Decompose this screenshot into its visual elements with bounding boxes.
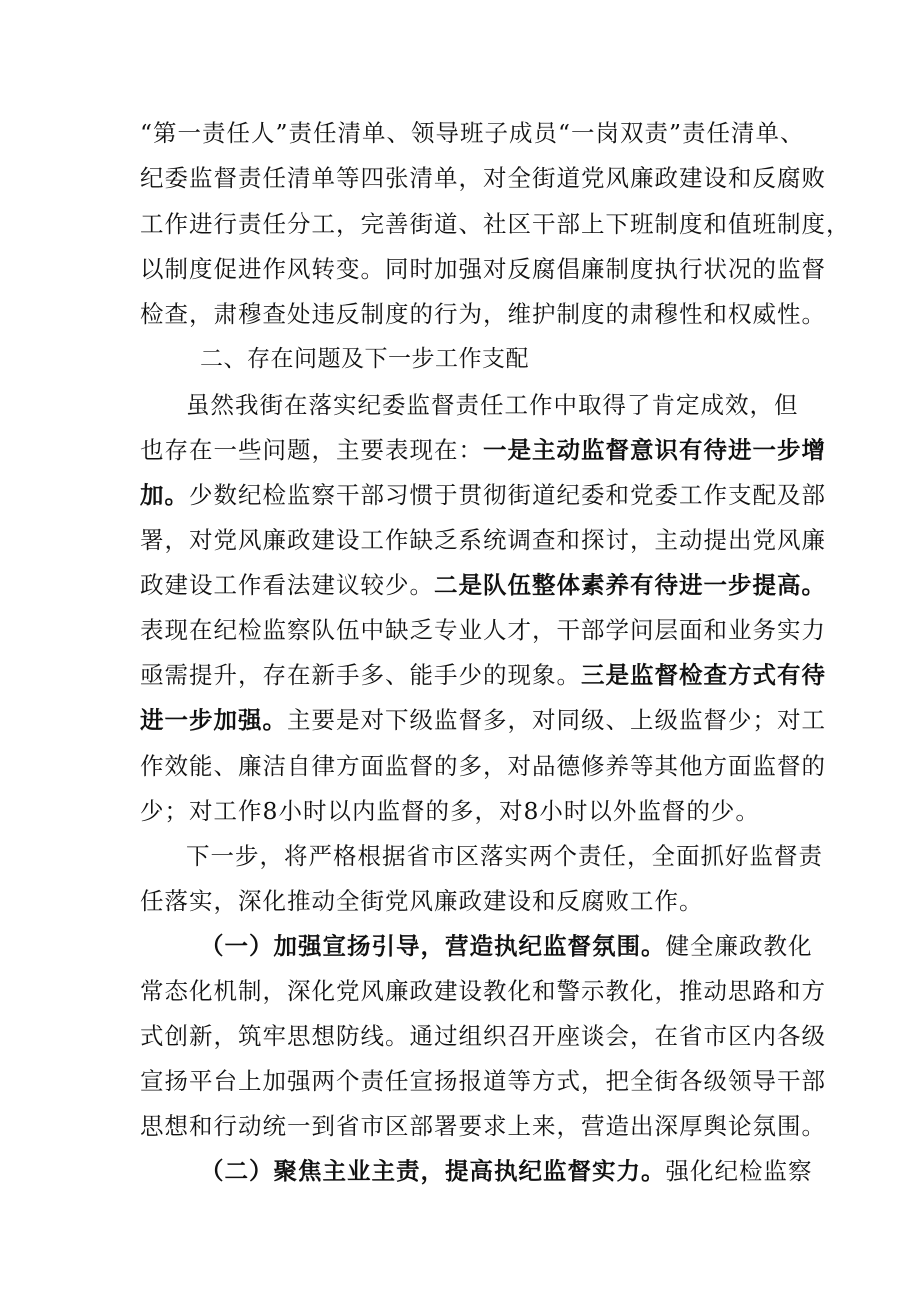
body-text-line — [140, 435, 826, 465]
body-text-line: 以制度促进作风转变。同时加强对反腐倡廉制度执行状况的监督 — [140, 255, 826, 283]
body-text-segment: 健全廉政教化 — [665, 932, 813, 960]
body-text-line — [200, 931, 813, 961]
body-text-line — [140, 480, 826, 510]
body-text-line: “第一责任人”责任清单、领导班子成员“一岗双责”责任清单、 — [140, 119, 805, 147]
body-text-line: 任落实，深化推动全街党风廉政建设和反腐败工作。 — [140, 887, 704, 915]
body-text-line — [140, 570, 826, 600]
body-text-line — [140, 705, 826, 735]
body-text-line: 式创新，筑牢思想防线。通过组织召开座谈会，在省市区内各级 — [140, 1022, 826, 1050]
section-heading: 二、存在问题及下一步工作支配 — [200, 346, 529, 372]
body-text-segment: 少数纪检监察干部习惯于贯彻街道纪委和党委工作支配及部 — [189, 481, 826, 509]
body-text-line: 工作进行责任分工，完善街道、社区干部上下班制度和值班制度， — [140, 210, 851, 238]
body-text-segment: 政建设工作看法建议较少。 — [140, 571, 434, 599]
body-text-line: 表现在纪检监察队伍中缺乏专业人才，干部学问层面和业务实力 — [140, 616, 826, 644]
body-text-segment: 也存在一些问题，主要表现在： — [140, 436, 483, 464]
body-text-line: 思想和行动统一到省市区部署要求上来，营造出深厚舆论氛围。 — [140, 1112, 826, 1140]
bold-point-title: 一是主动监督意识有待进一步增 — [483, 436, 826, 464]
bold-subheading: （一）加强宣扬引导，营造执纪监督氛围。 — [200, 932, 666, 960]
bold-point-title: 三是监督检查方式有待 — [581, 661, 826, 689]
bold-point-title: 进一步加强。 — [140, 706, 287, 734]
body-text-line: 纪委监督责任清单等四张清单，对全街道党风廉政建设和反腐败 — [140, 164, 826, 192]
body-text-line: 署，对党风廉政建设工作缺乏系统调查和探讨，主动提出党风廉 — [140, 526, 826, 554]
body-text-segment: 主要是对下级监督多，对同级、上级监督少；对工 — [287, 706, 826, 734]
body-text-line — [140, 660, 826, 690]
body-text-line: 常态化机制，深化党风廉政建设教化和警示教化，推动思路和方 — [140, 977, 826, 1005]
body-text-line: 虽然我街在落实纪委监督责任工作中取得了肯定成效，但 — [186, 391, 799, 419]
body-text-segment: 亟需提升，存在新手多、能手少的现象。 — [140, 661, 581, 689]
body-text-line: 检查，肃穆查处违反制度的行为，维护制度的肃穆性和权威性。 — [140, 300, 826, 328]
bold-point-title: 加。 — [140, 481, 189, 509]
body-text-line: 少；对工作8小时以内监督的多，对8小时以外监督的少。 — [140, 797, 760, 825]
body-text-line: 作效能、廉洁自律方面监督的多，对品德修养等其他方面监督的 — [140, 752, 826, 780]
body-text-line — [200, 1156, 813, 1186]
body-text-line: 下一步，将严格根据省市区落实两个责任，全面抓好监督责 — [186, 842, 823, 870]
body-text-segment: 强化纪检监察 — [665, 1157, 813, 1185]
bold-point-title: 二是队伍整体素养有待进一步提高。 — [434, 571, 826, 599]
bold-subheading: （二）聚焦主业主责，提高执纪监督实力。 — [200, 1157, 666, 1185]
body-text-line: 宣扬平台上加强两个责任宣扬报道等方式，把全街各级领导干部 — [140, 1067, 826, 1095]
